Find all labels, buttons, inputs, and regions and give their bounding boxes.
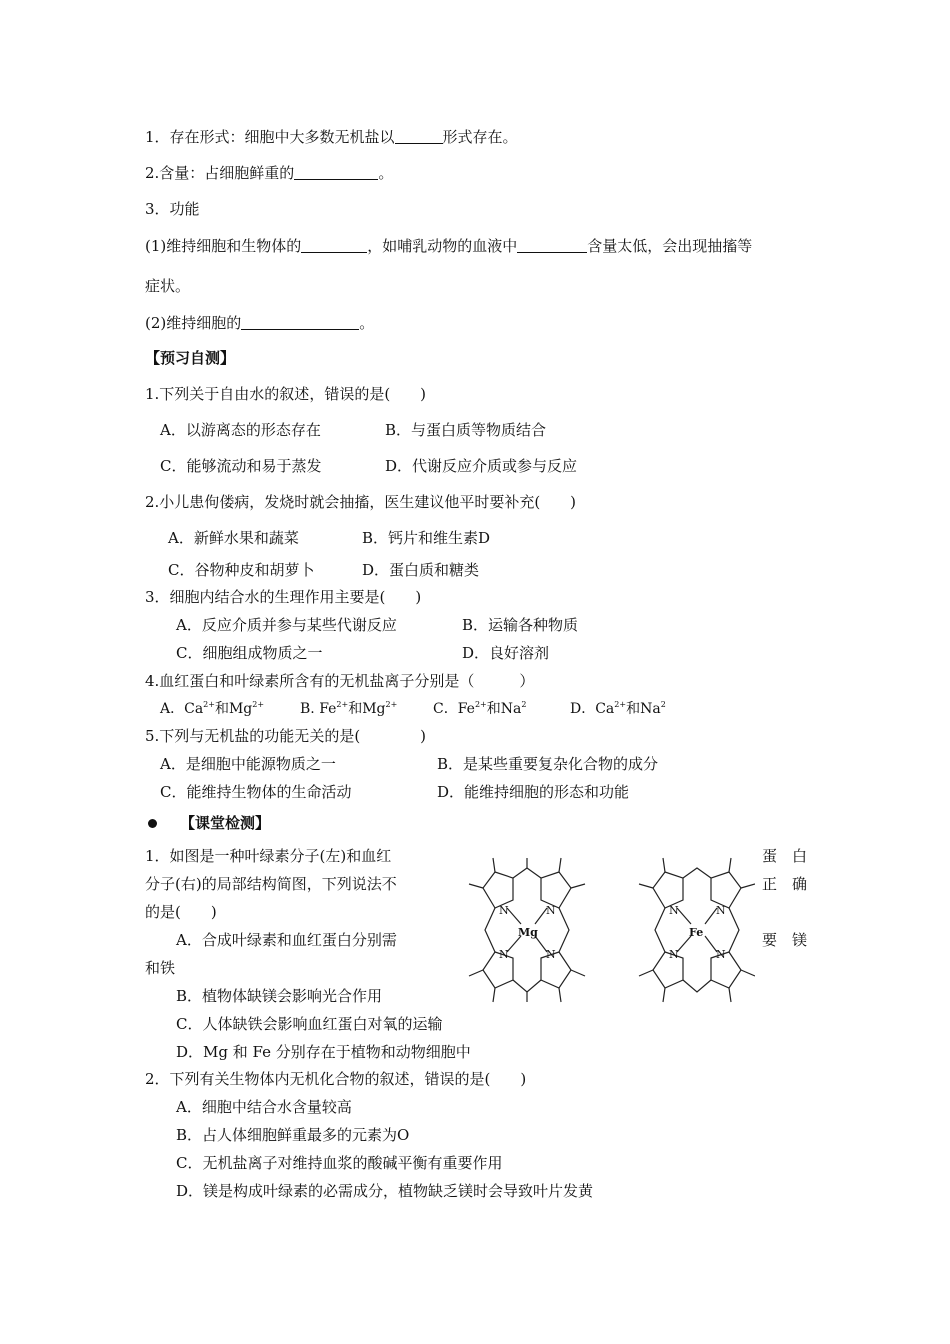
n-atom-label: N: [716, 904, 726, 917]
pyrrole-ring: [541, 872, 571, 908]
q4-d-sup1: 2+: [614, 700, 627, 709]
function-1-text-a: (1)维持细胞和生物体的: [145, 237, 302, 255]
classcheck-q1-option-c[interactable]: C．人体缺铁会影响血红蛋白对氧的运输: [176, 1015, 443, 1033]
function-1-line-cont: 症状。: [145, 277, 191, 295]
classcheck-heading: 【课堂检测】: [180, 814, 271, 832]
preview-q4-option-d[interactable]: [570, 699, 666, 719]
existence-line: [145, 127, 518, 147]
content-text: 2.含量：占细胞鲜重的: [145, 164, 295, 182]
preview-q5-option-a[interactable]: A．是细胞中能源物质之一: [160, 755, 336, 773]
q4-b-mid: 和Mg: [348, 701, 386, 717]
n-atom-label: N: [669, 948, 679, 961]
preview-q2-option-c[interactable]: C．谷物种皮和胡萝卜: [168, 561, 315, 579]
n-atom-label: N: [499, 904, 509, 917]
n-atom-label: N: [669, 904, 679, 917]
existence-text-end: 形式存在。: [442, 128, 518, 146]
preview-q3-stem: 3．细胞内结合水的生理作用主要是( ): [145, 588, 422, 606]
pyrrole-ring: [483, 872, 513, 908]
classcheck-q2-option-a[interactable]: A．细胞中结合水含量较高: [176, 1098, 352, 1116]
classcheck-q1-line1-right: 蛋 白: [762, 847, 808, 865]
q4-d-sup2: 2: [660, 700, 666, 709]
q4-c-sup2: 2: [521, 700, 527, 709]
q4-a-sup2: 2+: [252, 700, 265, 709]
function-2-blank[interactable]: [241, 314, 359, 330]
preview-q2-option-a[interactable]: A．新鲜水果和蔬菜: [168, 529, 299, 547]
classcheck-q2-option-c[interactable]: C．无机盐离子对维持血浆的酸碱平衡有重要作用: [176, 1154, 503, 1172]
preview-q3-option-b[interactable]: B．运输各种物质: [462, 616, 579, 634]
preview-q3-option-a[interactable]: A．反应介质并参与某些代谢反应: [176, 616, 397, 634]
q4-a-text: A．Ca: [160, 701, 204, 717]
q4-d-mid: 和Na: [626, 701, 661, 717]
q4-c-text: C．Fe: [433, 701, 475, 717]
preview-q5-option-d[interactable]: D．能维持细胞的形态和功能: [437, 783, 630, 801]
preview-q4-option-c[interactable]: [433, 699, 526, 719]
existence-text: 1．存在形式：细胞中大多数无机盐以: [145, 128, 395, 146]
preview-q4-stem: 4.血红蛋白和叶绿素所含有的无机盐离子分别是（ ）: [145, 672, 535, 690]
preview-q5-stem: 5.下列与无机盐的功能无关的是( ): [145, 727, 427, 745]
function-2-text-end: 。: [359, 314, 375, 332]
fe-center-label: Fe: [689, 926, 704, 939]
preview-q1-option-b[interactable]: B．与蛋白质等物质结合: [385, 421, 547, 439]
q4-b-sup2: 2+: [385, 700, 398, 709]
mg-center-label: Mg: [518, 926, 538, 939]
pyrrole-ring: [711, 872, 741, 908]
preview-q1-option-d[interactable]: D．代谢反应介质或参与反应: [385, 457, 578, 475]
classcheck-q1-option-b[interactable]: B．植物体缺镁会影响光合作用: [176, 987, 383, 1005]
n-atom-label: N: [546, 904, 556, 917]
classcheck-q2-option-d[interactable]: D．镁是构成叶绿素的必需成分，植物缺乏镁时会导致叶片发黄: [176, 1182, 594, 1200]
q4-b-sup1: 2+: [336, 700, 349, 709]
preview-q1-stem: 1.下列关于自由水的叙述，错误的是( ): [145, 385, 427, 403]
function-heading: 3．功能: [145, 200, 200, 218]
content-line: [145, 163, 393, 183]
preview-q1-option-c[interactable]: C．能够流动和易于蒸发: [160, 457, 322, 475]
classcheck-q1-option-a-cont: 和铁: [145, 959, 176, 977]
q4-a-mid: 和Mg: [214, 701, 253, 717]
preview-heading: 【预习自测】: [145, 349, 236, 367]
classcheck-q1-line3: 的是( ): [145, 903, 217, 921]
classcheck-q1-line2-right: 正 确: [762, 875, 808, 893]
classcheck-q1-line2: 分子(右)的局部结构简图，下列说法不: [145, 875, 397, 893]
preview-q4-option-a[interactable]: [160, 699, 264, 719]
preview-q5-option-c[interactable]: C．能维持生物体的生命活动: [160, 783, 352, 801]
function-1-blank-1[interactable]: [301, 237, 367, 253]
function-1-text-c: 含量太低，会出现抽搐等: [587, 237, 753, 255]
classcheck-q1-option-a-right: 要 镁: [762, 931, 808, 949]
preview-q3-option-d[interactable]: D．良好溶剂: [462, 644, 550, 662]
n-atom-label: N: [716, 948, 726, 961]
function-2-text: (2)维持细胞的: [145, 314, 242, 332]
q4-a-sup1: 2+: [203, 700, 215, 709]
existence-blank[interactable]: [395, 128, 443, 144]
preview-q4-option-b[interactable]: [300, 699, 397, 719]
preview-q2-option-d[interactable]: D．蛋白质和糖类: [362, 561, 480, 579]
function-1-blank-2[interactable]: [517, 237, 587, 253]
porphyrin-figure: [455, 842, 755, 1012]
function-2-line: [145, 313, 374, 333]
classcheck-q1-option-a[interactable]: A．合成叶绿素和血红蛋白分别需: [176, 931, 397, 949]
preview-q5-option-b[interactable]: B．是某些重要复杂化合物的成分: [437, 755, 659, 773]
function-1-text-b: ，如哺乳动物的血液中: [367, 237, 518, 255]
q4-c-sup1: 2+: [474, 700, 487, 709]
content-text-end: 。: [378, 164, 394, 182]
content-blank[interactable]: [294, 164, 378, 180]
pyrrole-ring: [653, 872, 683, 908]
preview-q3-option-c[interactable]: C．细胞组成物质之一: [176, 644, 323, 662]
q4-b-text: B. Fe: [300, 701, 337, 717]
n-atom-label: N: [499, 948, 509, 961]
q4-c-mid: 和Na: [486, 701, 522, 717]
bullet-icon: [148, 814, 157, 834]
classcheck-q2-stem: 2．下列有关生物体内无机化合物的叙述，错误的是( ): [145, 1070, 527, 1088]
function-1-line: [145, 236, 752, 256]
classcheck-q1-line1: 1．如图是一种叶绿素分子(左)和血红: [145, 847, 392, 865]
n-atom-label: N: [546, 948, 556, 961]
classcheck-q2-option-b[interactable]: B．占人体细胞鲜重最多的元素为O: [176, 1126, 410, 1144]
preview-q2-stem: 2.小儿患佝偻病，发烧时就会抽搐，医生建议他平时要补充( ): [145, 493, 577, 511]
preview-q1-option-a[interactable]: A．以游离态的形态存在: [160, 421, 321, 439]
classcheck-q1-option-d[interactable]: D．Mg 和 Fe 分别存在于植物和动物细胞中: [176, 1043, 471, 1061]
preview-q2-option-b[interactable]: B．钙片和维生素D: [362, 529, 491, 547]
q4-d-text: D．Ca: [570, 701, 615, 717]
